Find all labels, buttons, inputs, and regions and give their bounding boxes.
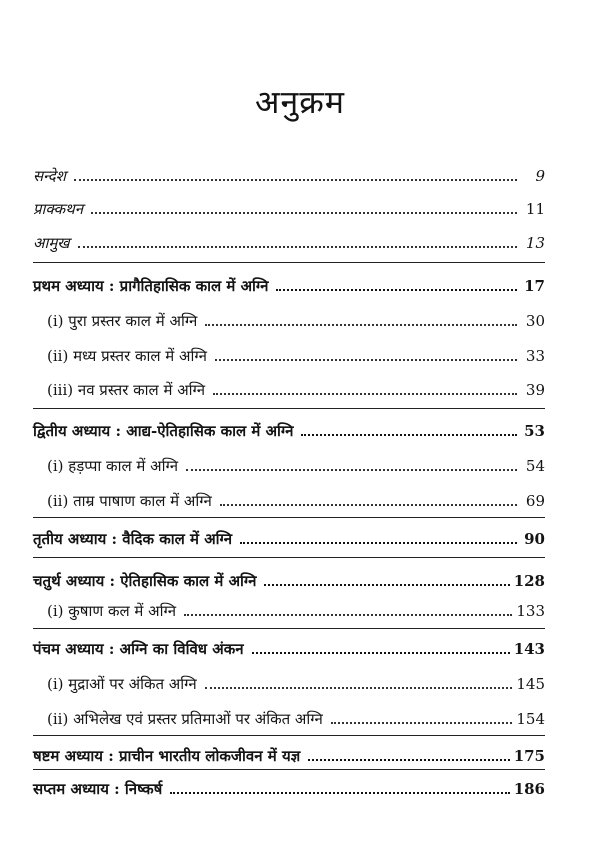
toc-subentry — [33, 703, 545, 729]
toc-subentry — [33, 450, 545, 476]
dot-leader — [91, 211, 517, 214]
section-divider — [33, 262, 545, 263]
toc-chapter-3 — [33, 523, 545, 549]
dot-leader — [184, 613, 512, 616]
toc-entry-page: 39 — [525, 381, 545, 399]
section-divider — [33, 557, 545, 558]
section-divider — [33, 628, 545, 629]
toc-entry-label: प्राक्कथन — [33, 200, 84, 218]
toc-entry-label: (i) पुरा प्रस्तर काल में अग्नि — [47, 312, 198, 330]
toc-entry-prakkathan — [33, 193, 545, 219]
toc-entry-label: (i) कुषाण कल में अग्नि — [47, 602, 177, 620]
dot-leader — [205, 323, 517, 326]
toc-entry-label: द्वितीय अध्याय : आद्य-ऐतिहासिक काल में अग्नि — [33, 422, 294, 440]
section-divider — [33, 408, 545, 409]
toc-entry-label: पंचम अध्याय : अग्नि का विविध अंकन — [33, 640, 244, 658]
toc-entry-page: 186 — [513, 780, 545, 798]
dot-leader — [213, 392, 517, 395]
page-title: अनुक्रम — [255, 83, 345, 121]
dot-leader — [205, 686, 513, 689]
toc-entry-page: 154 — [516, 710, 545, 728]
dot-leader — [186, 468, 517, 471]
toc-entry-page: 54 — [525, 457, 545, 475]
toc-chapter-1 — [33, 270, 545, 296]
dot-leader — [301, 433, 517, 436]
toc-entry-label: (i) मुद्राओं पर अंकित अग्नि — [47, 675, 197, 693]
toc-entry-page: 17 — [524, 277, 545, 295]
toc-subentry — [33, 595, 545, 621]
toc-entry-page: 30 — [525, 312, 545, 330]
dot-leader — [264, 583, 509, 586]
toc-subentry — [33, 485, 545, 511]
toc-entry-page: 143 — [513, 640, 545, 658]
toc-entry-page: 13 — [525, 234, 545, 252]
toc-subentry — [33, 668, 545, 694]
dot-leader — [276, 288, 517, 291]
section-divider — [33, 769, 545, 770]
toc-chapter-4 — [33, 565, 545, 591]
toc-entry-label: सप्तम अध्याय : निष्कर्ष — [33, 780, 163, 798]
toc-entry-label: चतुर्थ अध्याय : ऐतिहासिक काल में अग्नि — [33, 572, 257, 590]
toc-entry-page: 9 — [535, 167, 545, 185]
toc-chapter-2 — [33, 415, 545, 441]
toc-entry-label: आमुख — [33, 234, 70, 252]
toc-entry-aamukh — [33, 227, 545, 253]
dot-leader — [308, 758, 509, 761]
toc-entry-label: (i) हड़प्पा काल में अग्नि — [47, 457, 179, 475]
dot-leader — [252, 651, 510, 654]
toc-entry-page: 33 — [525, 347, 545, 365]
dot-leader — [170, 791, 509, 794]
section-divider — [33, 517, 545, 518]
toc-entry-page: 11 — [525, 200, 545, 218]
toc-chapter-7 — [33, 773, 545, 799]
toc-entry-label: (ii) मध्य प्रस्तर काल में अग्नि — [47, 347, 207, 365]
toc-chapter-6 — [33, 740, 545, 766]
dot-leader — [74, 178, 517, 181]
toc-entry-sandesh — [33, 160, 545, 186]
toc-entry-label: (ii) अभिलेख एवं प्रस्तर प्रतिमाओं पर अंकित अग्नि — [47, 710, 323, 728]
toc-subentry — [33, 374, 545, 400]
toc-entry-label: तृतीय अध्याय : वैदिक काल में अग्नि — [33, 530, 233, 548]
toc-entry-page: 90 — [524, 530, 545, 548]
toc-entry-page: 133 — [516, 602, 545, 620]
toc-entry-page: 145 — [516, 675, 545, 693]
dot-leader — [220, 503, 517, 506]
dot-leader — [215, 358, 517, 361]
toc-subentry — [33, 340, 545, 366]
toc-entry-page: 128 — [513, 572, 545, 590]
toc-entry-label: षष्टम अध्याय : प्राचीन भारतीय लोकजीवन में यज्ञ — [33, 747, 301, 765]
toc-entry-page: 53 — [524, 422, 545, 440]
toc-entry-page: 175 — [513, 747, 545, 765]
dot-leader — [78, 245, 517, 248]
dot-leader — [240, 541, 517, 544]
toc-entry-label: (iii) नव प्रस्तर काल में अग्नि — [47, 381, 206, 399]
toc-entry-label: प्रथम अध्याय : प्रागैतिहासिक काल में अग्नि — [33, 277, 269, 295]
section-divider — [33, 735, 545, 736]
toc-subentry — [33, 305, 545, 331]
toc-entry-label: (ii) ताम्र पाषाण काल में अग्नि — [47, 492, 212, 510]
toc-entry-page: 69 — [525, 492, 545, 510]
toc-entry-label: सन्देश — [33, 167, 66, 185]
toc-chapter-5 — [33, 633, 545, 659]
dot-leader — [331, 721, 513, 724]
